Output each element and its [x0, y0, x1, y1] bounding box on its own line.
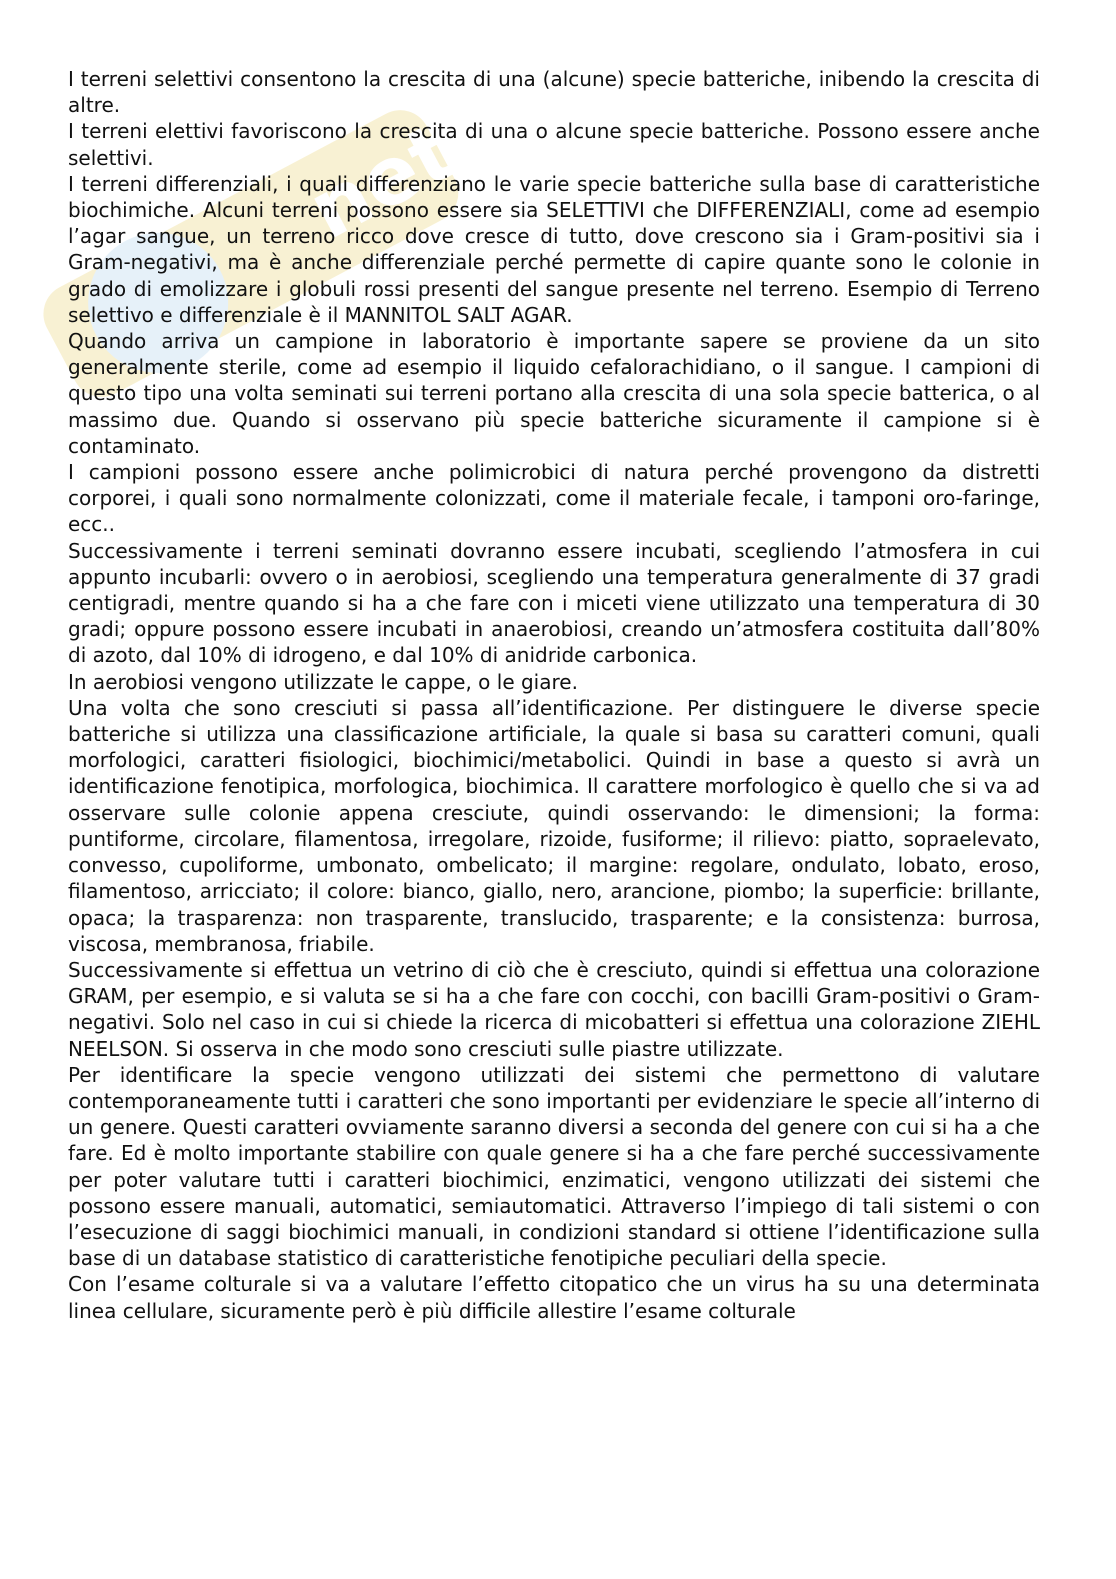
paragraph-campioni-polimicrobici: I campioni possono essere anche polimicrobici di natura perché provengono da distretti corporei, i quali sono normalmente colonizzati, come il materiale fecale, i tamponi oro-faringe, ecc.. — [68, 460, 1040, 537]
paragraph-esame-colturale: Con l’esame colturale si va a valutare l’effetto citopatico che un virus ha su una determinata linea cellulare, sicuramente però è più difficile allestire l’esame colturale — [68, 1272, 1040, 1323]
paragraph-colorazione: Successivamente si effettua un vetrino di ciò che è cresciuto, quindi si effettua una colorazione GRAM, per esempio, e si valuta se si ha a che fare con cocchi, con bacilli Gram-positivi o Gram-negativi. Solo nel caso in cui si chiede la ricerca di micobatteri si effettua una colorazione ZIEHL NEELSON. Si osserva in che modo sono cresciuti sulle piastre utilizzate. — [68, 957, 1040, 1061]
paragraph-incubazione: Successivamente i terreni seminati dovranno essere incubati, scegliendo l’atmosfera in cui appunto incubarli: ovvero o in aerobiosi, scegliendo una temperatura generalmente di 37 gradi centigradi, mentre quando si ha a che fare con i miceti viene utilizzato una temperatura di 30 gradi; oppure possono essere incubati in anaerobiosi, creando un’atmosfera costituita dall’80% di azoto, dal 10% di idrogeno, e dal 10% di anidride carbonica. — [68, 538, 1040, 668]
paragraph-campione-laboratorio: Quando arriva un campione in laboratorio è importante sapere se proviene da un sito generalmente sterile, come ad esempio il liquido cefalorachidiano, o il sangue. I campioni di questo tipo una volta seminati sui terreni portano alla crescita di una sola specie batterica, o al massimo due. Quando si osservano più specie batteriche sicuramente il campione si è contaminato. — [68, 329, 1040, 458]
paragraph-terreni-selettivi: I terreni selettivi consentono la crescita di una (alcune) specie batteriche, inibendo la crescita di altre. — [68, 67, 1040, 118]
paragraph-terreni-differenziali: I terreni differenziali, i quali differenziano le varie specie batteriche sulla base di caratteristiche biochimiche. Alcuni terreni possono essere sia SELETTIVI che DIFFERENZIALI, come ad esempio l’agar sangue, un terreno ricco dove cresce di tutto, dove crescono sia i Gram-positivi sia i Gram-negativi, ma è anche differenziale perché permette di capire quante sono le colonie in grado di emolizzare i globuli rossi presenti del sangue presente nel terreno. Esempio di Terreno selettivo e differenziale è il MANNITOL SALT AGAR. — [68, 171, 1040, 327]
watermark-text: net — [294, 104, 470, 258]
paragraph-aerobiosi: In aerobiosi vengono utilizzate le cappe, o le giare. — [68, 669, 578, 694]
document-body — [68, 66, 1040, 1324]
paragraph-terreni-elettivi: I terreni elettivi favoriscono la crescita di una o alcune specie batteriche. Possono essere anche selettivi. — [68, 119, 1040, 170]
paragraph-identificazione-specie: Per identificare la specie vengono utilizzati dei sistemi che permettono di valutare contemporaneamente tutti i caratteri che sono importanti per evidenziare le specie all’interno di un genere. Questi caratteri ovviamente saranno diversi a seconda del genere con cui si ha a che fare. Ed è molto importante stabilire con quale genere si ha a che fare perché successivamente per poter valutare tutti i caratteri biochimici, enzimatici, vengono utilizzati dei sistemi che possono essere manuali, automatici, semiautomatici. Attraverso l’impiego di tali sistemi o con l’esecuzione di saggi biochimici manuali, in condizioni standard si ottiene l’identificazione sulla base di un database statistico di caratteristiche fenotipiche peculiari della specie. — [68, 1062, 1040, 1271]
paragraph-identificazione: Una volta che sono cresciuti si passa all’identificazione. Per distinguere le diverse specie batteriche si utilizza una classificazione artificiale, la quale si basa su caratteri comuni, quali morfologici, caratteri fisiologici, biochimici/metabolici. Quindi in base a questo si avrà un identificazione fenotipica, morfologica, biochimica. Il carattere morfologico è quello che si va ad osservare sulle colonie appena cresciute, quindi osservando: le dimensioni; la forma: puntiforme, circolare, filamentosa, irregolare, rizoide, fusiforme; il rilievo: piatto, sopraelevato, convesso, cupoliforme, umbonato, ombelicato; il margine: regolare, ondulato, lobato, eroso, filamentoso, arricciato; il colore: bianco, giallo, nero, arancione, piombo; la superficie: brillante, opaca; la trasparenza: non trasparente, translucido, trasparente; e la consistenza: burrosa, viscosa, membranosa, friabile. — [68, 695, 1040, 956]
